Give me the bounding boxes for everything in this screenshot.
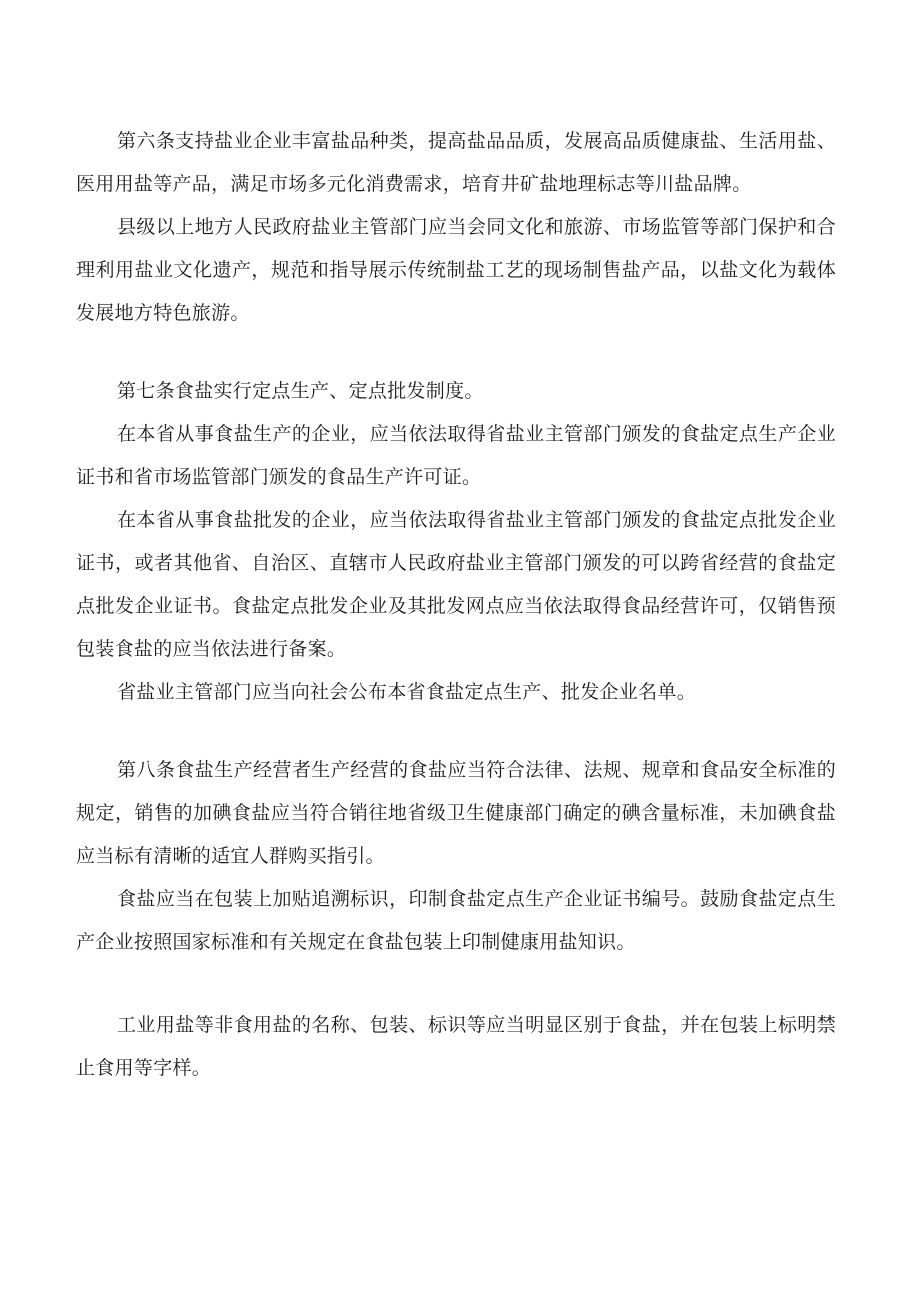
article-6-paragraph-2: 县级以上地方人民政府盐业主管部门应当会同文化和旅游、市场监管等部门保护和合理利用盐业文化遗产，规范和指导展示传统制盐工艺的现场制售盐产品，以盐文化为载体发展地方特色旅游。 <box>76 216 836 324</box>
article-7-paragraph-2: 在本省从事食盐生产的企业，应当依法取得省盐业主管部门颁发的食盐定点生产企业证书和省市场监管部门颁发的食品生产许可证。 <box>76 423 836 488</box>
article-7-paragraph-4: 省盐业主管部门应当向社会公布本省食盐定点生产、批发企业名单。 <box>117 681 697 703</box>
article-7-paragraph: 第七条食盐实行定点生产、定点批发制度。 <box>117 380 484 402</box>
document-page <box>76 120 836 1090</box>
article-6-paragraph: 第六条支持盐业企业丰富盐品种类，提高盐品品质，发展高品质健康盐、生活用盐、医用用盐等产品，满足市场多元化消费需求，培育井矿盐地理标志等川盐品牌。 <box>76 130 836 195</box>
article-7-paragraph-3: 在本省从事食盐批发的企业，应当依法取得省盐业主管部门颁发的食盐定点批发企业证书，或者其他省、自治区、直辖市人民政府盐业主管部门颁发的可以跨省经营的食盐定点批发企业证书。食盐定点批发企业及其批发网点应当依法取得食品经营许可，仅销售预包装食盐的应当依法进行备案。 <box>76 509 836 660</box>
article-8-paragraph: 第八条食盐生产经营者生产经营的食盐应当符合法律、法规、规章和食品安全标准的规定，销售的加碘食盐应当符合销往地省级卫生健康部门确定的碘含量标准，未加碘食盐应当标有清晰的适宜人群购买指引。 <box>76 759 836 867</box>
article-8-paragraph-3: 工业用盐等非食用盐的名称、包装、标识等应当明显区别于食盐，并在包装上标明禁止食用等字样。 <box>76 1014 836 1079</box>
article-8-paragraph-2: 食盐应当在包装上加贴追溯标识，印制食盐定点生产企业证书编号。鼓励食盐定点生产企业按照国家标准和有关规定在食盐包装上印制健康用盐知识。 <box>76 888 836 953</box>
